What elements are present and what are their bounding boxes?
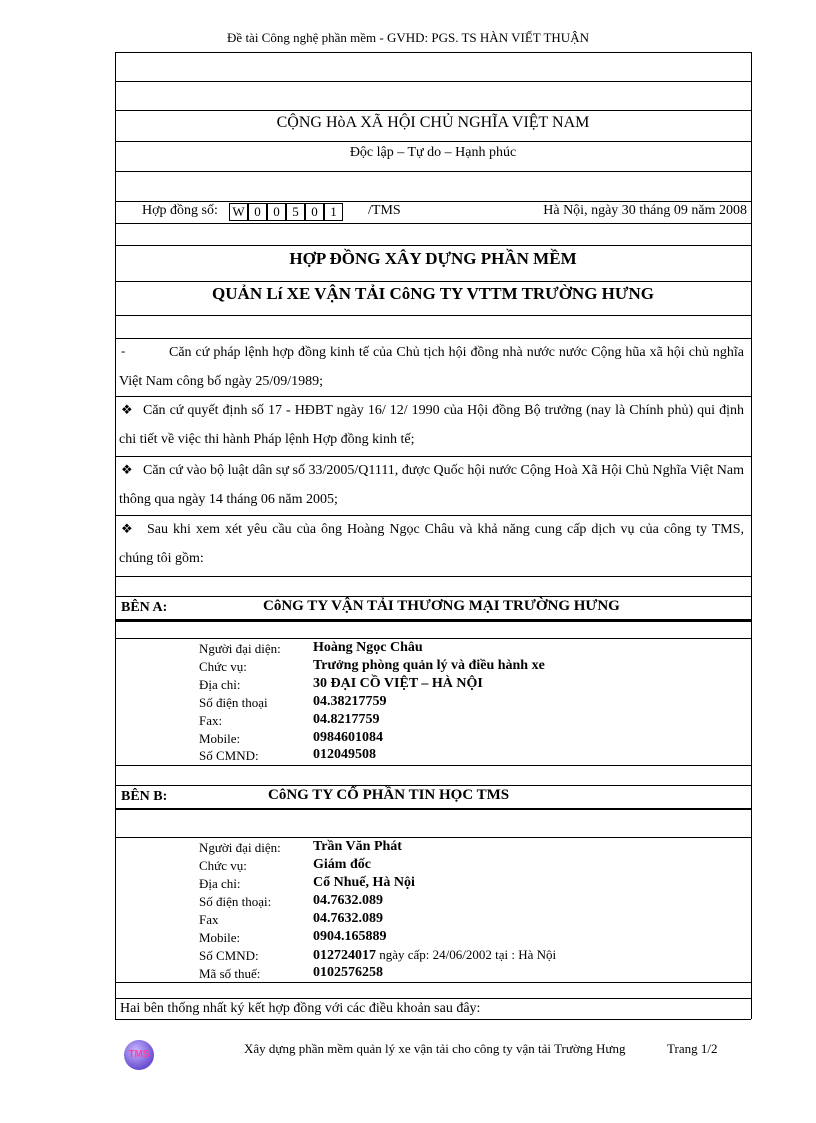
party-b-underline: [115, 808, 751, 810]
party-a-field-value: Trưởng phòng quản lý và điều hành xe: [313, 658, 545, 673]
contract-digit: 0: [305, 203, 324, 221]
party-a-field-label: Số điện thoại: [199, 695, 268, 710]
party-b-label: BÊN B:: [121, 789, 168, 804]
party-b-field-value: Giám đốc: [313, 857, 371, 872]
party-b-id-issue: ngày cấp: 24/06/2002 tại : Hà Nội: [376, 947, 557, 962]
motto: Độc lập – Tự do – Hạnh phúc: [349, 145, 517, 160]
party-a-field-label: Chức vụ:: [199, 659, 247, 674]
clause-text: Sau khi xem xét yêu cầu của ông Hoàng Ngọc Châu và khả năng cung cấp dịch vụ của công ty TMS, chúng tôi gồm:: [119, 522, 744, 566]
contract-digit: 1: [324, 203, 343, 221]
contract-digit: 0: [267, 203, 286, 221]
contract-digit: W: [229, 203, 248, 221]
row-rule: [115, 765, 751, 766]
party-b-field-label: Mobile:: [199, 930, 241, 945]
row-rule: [115, 171, 751, 172]
contract-title-line2: QUẢN Lí XE VẬN TẢI CôNG TY VTTM TRƯỜNG HƯNG: [212, 284, 654, 303]
party-b-field-value: 04.7632.089: [313, 911, 383, 926]
row-rule: [115, 52, 751, 53]
row-rule: [115, 576, 751, 577]
party-b-field-label: Số CMND:: [199, 948, 259, 963]
party-b-field-label: Mã số thuế:: [199, 966, 261, 981]
party-a-field-label: Người đại diện:: [199, 641, 281, 656]
clause-bullet-icon: ❖: [121, 521, 133, 536]
party-a-field-label: Mobile:: [199, 731, 241, 746]
party-a-field-value: 04.38217759: [313, 694, 387, 709]
clause-text: Căn cứ vào bộ luật dân sự số 33/2005/Q1111, được Quốc hội nước Cộng Hoà Xã Hội Chủ Nghĩa Việt Nam thông qua ngày 14 tháng 06 năm 2005;: [119, 463, 744, 507]
party-a-field-value: 0984601084: [313, 730, 383, 745]
row-rule: [115, 315, 751, 316]
contract-no-boxes: [229, 203, 343, 221]
clause-marker: -: [121, 343, 126, 358]
row-rule: [115, 110, 751, 111]
clause-text: Căn cứ pháp lệnh hợp đồng kinh tế của Chủ tịch hội đồng nhà nước nước Cộng hũa xã hội chủ nghĩa Việt Nam công bố ngày 25/09/1989;: [119, 345, 744, 389]
party-b-field-label: Chức vụ:: [199, 858, 247, 873]
frame-left-border: [115, 52, 116, 1019]
row-rule: [115, 81, 751, 82]
clause-bullet-icon: ❖: [121, 402, 133, 417]
contract-title-line1: HỢP ĐỒNG XÂY DỰNG PHẦN MỀM: [289, 249, 577, 268]
party-b-name: CôNG TY CỔ PHẦN TIN HỌC TMS: [268, 787, 510, 803]
party-b-field-label: Người đại diện:: [199, 840, 281, 855]
party-b-field-label: Địa chỉ:: [199, 876, 241, 891]
party-a-underline: [115, 619, 751, 621]
row-rule: [115, 621, 751, 622]
party-b-field-value: Cổ Nhuế, Hà Nội: [313, 875, 415, 890]
party-b-field-value: 0904.165889: [313, 929, 387, 944]
row-rule: [115, 201, 751, 202]
row-rule: [115, 837, 751, 838]
page-header: Đề tài Công nghệ phần mềm - GVHD: PGS. TS HÀN VIẾT THUẬN: [227, 30, 589, 45]
party-a-label: BÊN A:: [121, 600, 168, 615]
footer-text: Xây dựng phần mềm quản lý xe vận tải cho công ty vận tải Trường Hưng: [244, 1041, 626, 1056]
row-rule: [115, 141, 751, 142]
row-rule: [115, 998, 751, 999]
page-number: Trang 1/2: [667, 1041, 718, 1056]
party-b-field-value: 04.7632.089: [313, 893, 383, 908]
row-rule: [115, 245, 751, 246]
row-rule: [115, 596, 751, 597]
contract-digit: 0: [248, 203, 267, 221]
party-a-name: CôNG TY VẬN TẢI THƯƠNG MẠI TRƯỜNG HƯNG: [263, 598, 620, 614]
contract-no-label: Hợp đồng số:: [142, 203, 218, 218]
party-b-field-value: 0102576258: [313, 965, 383, 980]
party-b-field-label: Fax: [199, 912, 219, 927]
party-a-field-value: 30 ĐẠI CỒ VIỆT – HÀ NỘI: [313, 676, 483, 691]
clause-text: Căn cứ quyết định số 17 - HĐBT ngày 16/ 12/ 1990 của Hội đồng Bộ trưởng (nay là Chính phủ) qui định chi tiết về việc thi hành Pháp lệnh Hợp đồng kinh tế;: [119, 403, 744, 447]
party-a-field-label: Địa chỉ:: [199, 677, 241, 692]
place-date: Hà Nội, ngày 30 tháng 09 năm 2008: [543, 203, 747, 218]
row-rule: [115, 223, 751, 224]
frame-right-border: [751, 52, 752, 1019]
party-b-field-value: 012724017 ngày cấp: 24/06/2002 tại : Hà Nội: [313, 947, 557, 963]
tms-logo-icon: TMS: [124, 1040, 154, 1070]
party-b-field-value: Trần Văn Phát: [313, 839, 402, 854]
party-a-field-value: Hoàng Ngọc Châu: [313, 640, 423, 655]
row-rule: [115, 785, 751, 786]
party-a-field-label: Số CMND:: [199, 748, 259, 763]
contract-no-suffix: /TMS: [368, 203, 401, 218]
clause-bullet-icon: ❖: [121, 462, 133, 477]
row-rule: [115, 1019, 751, 1020]
row-rule: [115, 281, 751, 282]
party-b-field-label: Số điện thoại:: [199, 894, 272, 909]
row-rule: [115, 638, 751, 639]
party-a-field-value: 012049508: [313, 747, 376, 762]
contract-digit: 5: [286, 203, 305, 221]
party-a-field-value: 04.8217759: [313, 712, 380, 727]
row-rule: [115, 982, 751, 983]
agreement-text: Hai bên thống nhất ký kết hợp đồng với các điều khoản sau đây:: [120, 1001, 481, 1016]
party-a-field-label: Fax:: [199, 713, 223, 728]
nation-heading: CỘNG HòA XÃ HỘI CHỦ NGHĨA VIỆT NAM: [276, 114, 590, 131]
